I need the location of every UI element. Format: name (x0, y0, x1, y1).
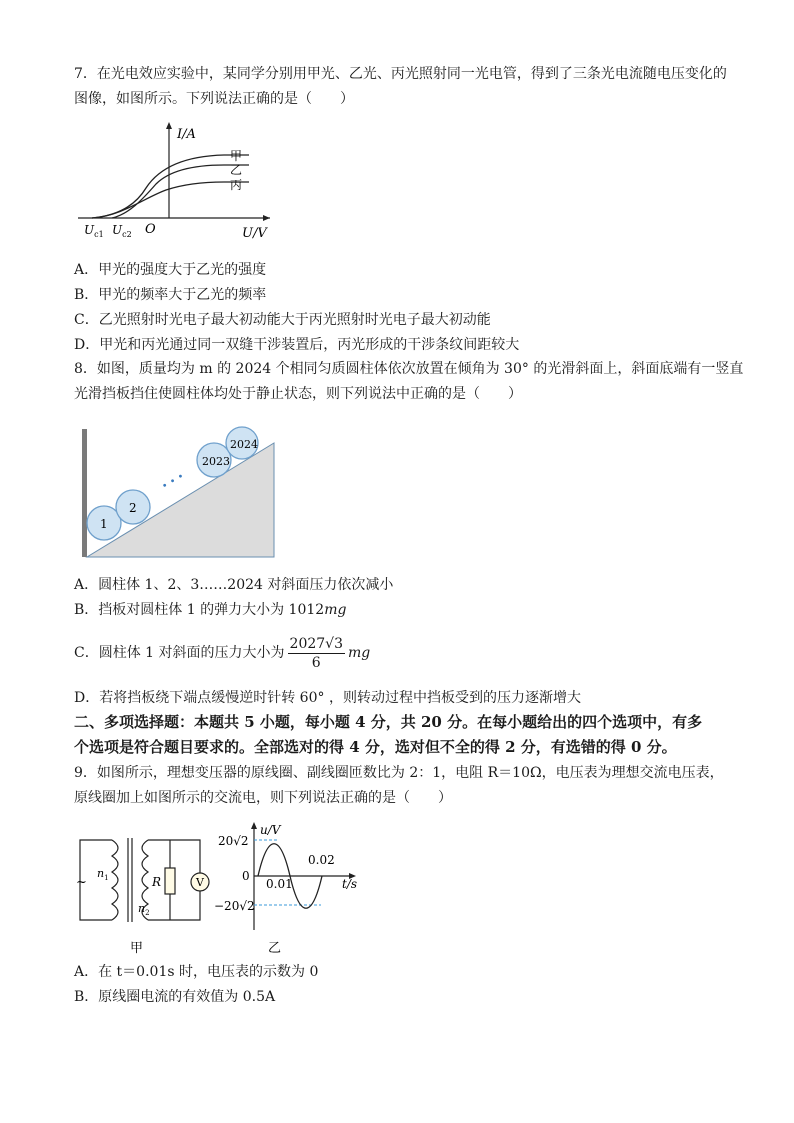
q7-curve-bing (92, 182, 249, 218)
q8-stem-line2: 光滑挡板挡住使圆柱体均处于静止状态，则下列说法中正确的是（ ） (74, 386, 522, 402)
q8-baffle (82, 429, 87, 557)
q9-transformer-circuit (72, 830, 220, 956)
q9-primary-coil (112, 840, 118, 920)
q8-cylinder-label-2023: 2023 (202, 455, 230, 468)
q7-curve-yi (112, 165, 249, 218)
q7-stem-line1: 7．在光电效应实验中，某同学分别用甲光、乙光、丙光照射同一光电管，得到了三条光电流随电压变化的 (74, 66, 727, 82)
section2-line1: 二、多项选择题：本题共 5 小题，每小题 4 分，共 20 分。在每小题给出的四个选项中，有多 (74, 713, 703, 731)
q8-incline (87, 443, 274, 557)
q7-y-label: I/A (177, 127, 196, 142)
section2-line2: 个选项是符合题目要求的。全部选对的得 4 分，选对但不全的得 2 分，有选错的得 0 分。 (74, 738, 677, 756)
q7-photocurrent-graph (74, 118, 274, 243)
q9-option-a: A．在 t＝0.01s 时，电压表的示数为 0 (74, 964, 319, 980)
q7-option-d: D．甲光和丙光通过同一双缝干涉装置后，丙光形成的干涉条纹间距较大 (74, 337, 520, 353)
q9-origin-label: 0 (242, 869, 250, 883)
q7-curve-label-jia: 甲 (230, 149, 243, 163)
q9-resistor-label: R (152, 875, 162, 889)
q8-option-a: A．圆柱体 1、2、3……2024 对斜面压力依次减小 (74, 577, 394, 593)
q9-tick-001: 0.01 (266, 877, 293, 891)
q7-y-arrow (166, 122, 172, 129)
svg-text:V: V (196, 876, 204, 889)
q8-option-c: C．圆柱体 1 对斜面的压力大小为 $\frac{2027√3}{6}$ mg (74, 635, 371, 671)
q8-ellipsis-dots: • • • (160, 471, 187, 493)
q9-n2-label: $n_2$ (138, 902, 150, 917)
q9-u-label: u/V (260, 823, 281, 837)
q7-origin-label: O (145, 222, 156, 237)
q8-option-d: D．若将挡板绕下端点缓慢逆时针转 60° ，则转动过程中挡板受到的压力逐渐增大 (74, 690, 581, 706)
q9-min-label: −20√2 (214, 899, 255, 913)
q9-fig-jia-caption: 甲 (130, 941, 144, 956)
q7-uc1-label: $U_{c1}$ (84, 223, 104, 239)
q8-option-c-fraction: $\frac{2027√3}{6}$ (289, 635, 343, 671)
q9-ac-source: ~ (76, 875, 87, 890)
q9-resistor (165, 868, 175, 894)
q9-fig-yi-caption: 乙 (268, 941, 282, 956)
q9-t-label: t/s (342, 877, 358, 891)
q9-max-label: 20√2 (218, 834, 249, 848)
q7-x-arrow (263, 215, 270, 221)
q9-option-b: B．原线圈电流的有效值为 0.5A (74, 989, 276, 1005)
q7-curve-label-bing: 丙 (230, 178, 243, 192)
q9-voltage-graph (214, 818, 364, 958)
q7-stem-line2: 图像，如图所示。下列说法正确的是（ ） (74, 91, 354, 107)
q8-stem-line1: 8．如图，质量均为 m 的 2024 个相同匀质圆柱体依次放置在倾角为 30° 的光滑斜面上，斜面底端有一竖直 (74, 361, 744, 377)
q7-option-b: B．甲光的频率大于乙光的频率 (74, 287, 267, 303)
q9-stem-line1: 9．如图所示，理想变压器的原线圈、副线圈匝数比为 2：1，电阻 R＝10Ω，电压表为理想交流电压表， (74, 765, 724, 781)
q7-x-label: U/V (242, 226, 267, 241)
q7-option-c: C．乙光照射时光电子最大初动能大于丙光照射时光电子最大初动能 (74, 312, 491, 328)
q9-stem-line2: 原线圈加上如图所示的交流电，则下列说法正确的是（ ） (74, 790, 452, 806)
q7-uc2-label: $U_{c2}$ (112, 223, 132, 239)
q8-cylinder-label-2: 2 (129, 501, 137, 515)
q8-incline-figure (78, 425, 283, 560)
q7-option-a: A．甲光的强度大于乙光的强度 (74, 262, 267, 278)
q8-cylinder-label-2024: 2024 (230, 438, 258, 451)
q9-n1-label: $n_1$ (97, 867, 109, 882)
q8-option-b: B．挡板对圆柱体 1 的弹力大小为 1012mg (74, 602, 347, 618)
q7-curve-label-yi: 乙 (230, 163, 243, 177)
q9-tick-002: 0.02 (308, 853, 335, 867)
q8-cylinder-label-1: 1 (100, 517, 108, 531)
